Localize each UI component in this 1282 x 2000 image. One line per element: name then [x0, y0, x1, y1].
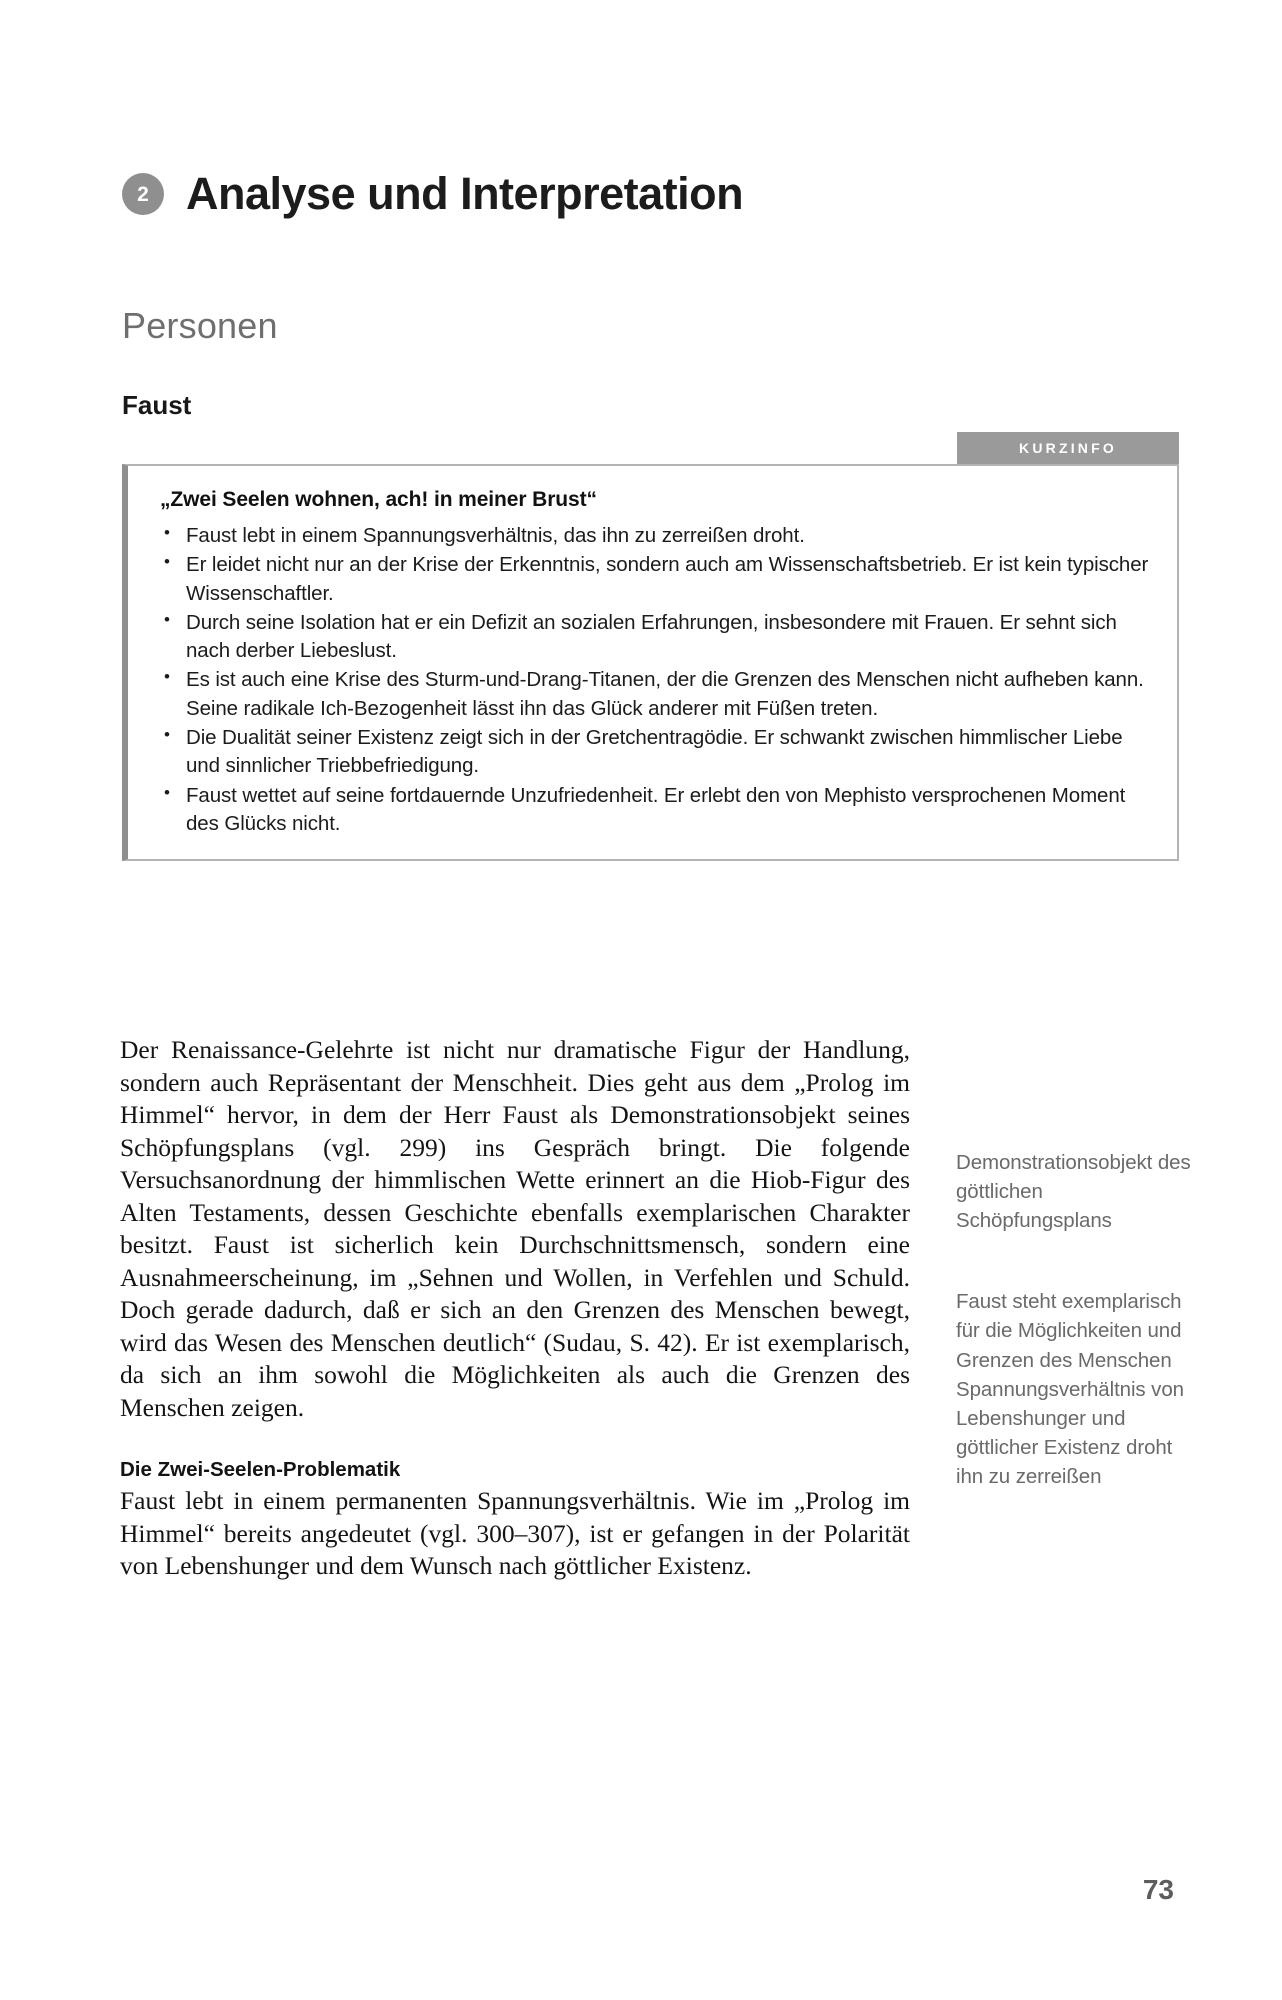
page-number: 73 — [1142, 1874, 1174, 1905]
list-item: • Faust lebt in einem Spannungsverhältnis, das ihn zu zerreißen droht. — [154, 522, 1151, 550]
list-item: • Faust wettet auf seine fortdauernde Unzufriedenheit. Er erlebt den von Mephisto versprochenen Moment des Glücks nicht. — [154, 782, 1151, 839]
chapter-title: Analyse und Interpretation — [186, 168, 744, 219]
chapter-heading — [122, 168, 743, 220]
margin-note: Demonstrationsobjekt des göttlichen Schöpfungsplans — [956, 1151, 1191, 1233]
chapter-number-badge: 2 — [122, 173, 164, 215]
kurzinfo-badge: KURZINFO — [957, 432, 1179, 464]
list-item: • Es ist auch eine Krise des Sturm-und-Drang-Titanen, der die Grenzen des Menschen nicht aufheben kann. Seine radikale Ich-Bezogenheit lässt ihn das Glück anderer mit Füßen treten. — [154, 666, 1151, 723]
margin-note: Spannungsverhältnis von Lebenshunger und göttlicher Existenz droht ihn zu zerreißen — [956, 1377, 1184, 1488]
subsection-heading: Faust — [122, 390, 192, 420]
body-paragraph-1: Der Renaissance-Gelehrte ist nicht nur dramatische Figur der Handlung, sondern auch Repräsentant der Menschheit. Dies geht aus dem „Prolog im Himmel“ hervor, in dem der Herr Faust als Demonstrationsobjekt seines Schöpfungsplans (vgl. 299) ins Gespräch bringt. Die folgende Versuchsanordnung der himmlischen Wette erinnert an die Hiob-Figur des Alten Testaments, dessen Geschichte ebenfalls exemplarischen Charakter besitzt. Faust ist sicherlich kein Durchschnittsmensch, sondern eine Ausnahmeerscheinung, im „Sehnen und Wollen, in Verfehlen und Schuld. Doch gerade dadurch, daß er sich an den Grenzen des Menschen bewegt, wird das Wesen des Menschen deutlich“ (Sudau, S. 42). Er ist exemplarisch, da sich an ihm sowohl die Möglichkeiten als auch die Grenzen des Menschen zeigen. — [120, 1035, 910, 1422]
kurzinfo-box-title: „Zwei Seelen wohnen, ach! in meiner Brust“ — [160, 488, 597, 511]
body-text-column — [120, 1034, 910, 1583]
kurzinfo-bullet-list — [154, 522, 1151, 838]
margin-note-column — [956, 1148, 1191, 1491]
margin-note: Faust steht exemplarisch für die Möglichkeiten und Grenzen des Menschen — [956, 1290, 1182, 1372]
body-paragraph-2: Faust lebt in einem permanenten Spannungsverhältnis. Wie im „Prolog im Himmel“ bereits angedeutet (vgl. 300–307), ist er gefangen in der Polarität von Lebenshunger und dem Wunsch nach göttlicher Existenz. — [120, 1486, 910, 1580]
list-item: • Er leidet nicht nur an der Krise der Erkenntnis, sondern auch am Wissenschaftsbetrieb. Er ist kein typischer Wissenschaftler. — [154, 551, 1151, 608]
list-item: • Durch seine Isolation hat er ein Defizit an sozialen Erfahrungen, insbesondere mit Frauen. Er sehnt sich nach derber Liebeslust. — [154, 609, 1151, 666]
kurzinfo-box — [122, 464, 1179, 861]
list-item: • Die Dualität seiner Existenz zeigt sich in der Gretchentragödie. Er schwankt zwischen himmlischer Liebe und sinnlicher Triebbefriedigung. — [154, 724, 1151, 781]
section-heading: Personen — [122, 305, 278, 346]
body-paragraph-2-heading: Die Zwei-Seelen-Problematik — [120, 1458, 401, 1481]
